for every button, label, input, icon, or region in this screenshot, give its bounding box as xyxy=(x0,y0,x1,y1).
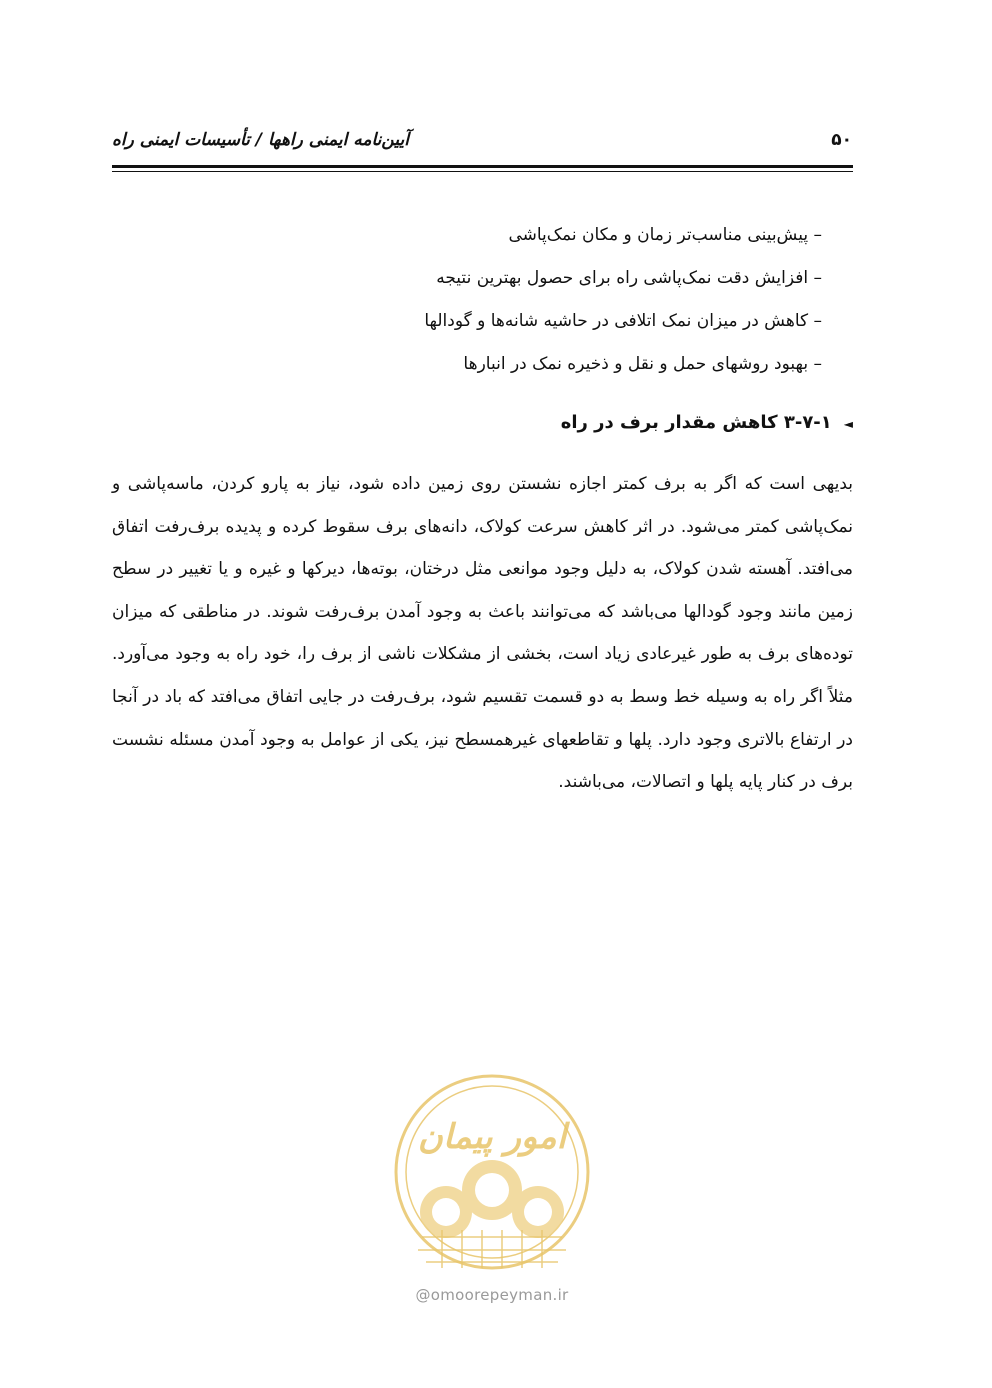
page-number: ۵۰ xyxy=(831,130,852,150)
watermark-logo-text: امور پیمان xyxy=(417,1117,567,1157)
bullet-item: – پیش‌بینی مناسب‌تر زمان و مکان نمک‌پاشی xyxy=(508,225,822,245)
section-title: کاهش مقدار برف در راه xyxy=(560,412,778,433)
watermark-logo xyxy=(386,1062,598,1284)
header-rule-thick xyxy=(112,165,853,168)
running-header-title: آیین‌نامه ایمنی راهها / تأسیسات ایمنی راه xyxy=(112,130,409,150)
watermark-site: @omoorepeyman.ir xyxy=(415,1286,569,1304)
watermark xyxy=(386,1062,598,1310)
section-number: ۳-۷-۱ xyxy=(783,412,832,433)
bullet-list xyxy=(202,214,822,386)
section-heading xyxy=(561,412,853,433)
page-header xyxy=(112,128,852,158)
bullet-item: – بهبود روشهای حمل و نقل و ذخیره نمک در انبارها xyxy=(463,354,822,374)
bullet-item: – افزایش دقت نمک‌پاشی راه برای حصول بهترین نتیجه xyxy=(436,268,822,288)
header-rule-thin xyxy=(112,171,853,172)
bullet-item: – کاهش در میزان نمک اتلافی در حاشیه شانه‌ها و گودالها xyxy=(424,311,822,331)
body-paragraph: بدیهی است که اگر به برف کمتر اجازه نشستن روی زمین داده شود، نیاز به پارو کردن، ماسه‌پاشی و نمک‌پاشی کمتر می‌شود. در اثر کاهش سرعت کولاک، دانه‌های برف سقوط کرده و پدیده برف‌رفت اتفاق می‌افتد. آهسته شدن کولاک، به دلیل وجود موانعی مثل درختان، بوته‌ها، دیرکها و غیره و یا تغییر در سطح زمین مانند وجود گودالها می‌باشد که می‌توانند باعث به وجود آمدن برف‌رفت شوند. در مناطقی که میزان توده‌های برف به طور غیرعادی زیاد است، بخشی از مشکلات ناشی از برف را، خود راه به وجود می‌آورد. مثلاً اگر راه به وسیله خط وسط به دو قسمت تقسیم شود، برف‌رفت در جایی اتفاق می‌افتد که باد در آنجا در ارتفاع بالاتری وجود دارد. پلها و تقاطعهای غیرهمسطح نیز، یکی از عوامل به وجود آمدن مسئله نشست برف در کنار پایه پلها و اتصالات، می‌باشند. xyxy=(112,474,853,793)
section-marker-icon: ◄ xyxy=(843,417,853,431)
